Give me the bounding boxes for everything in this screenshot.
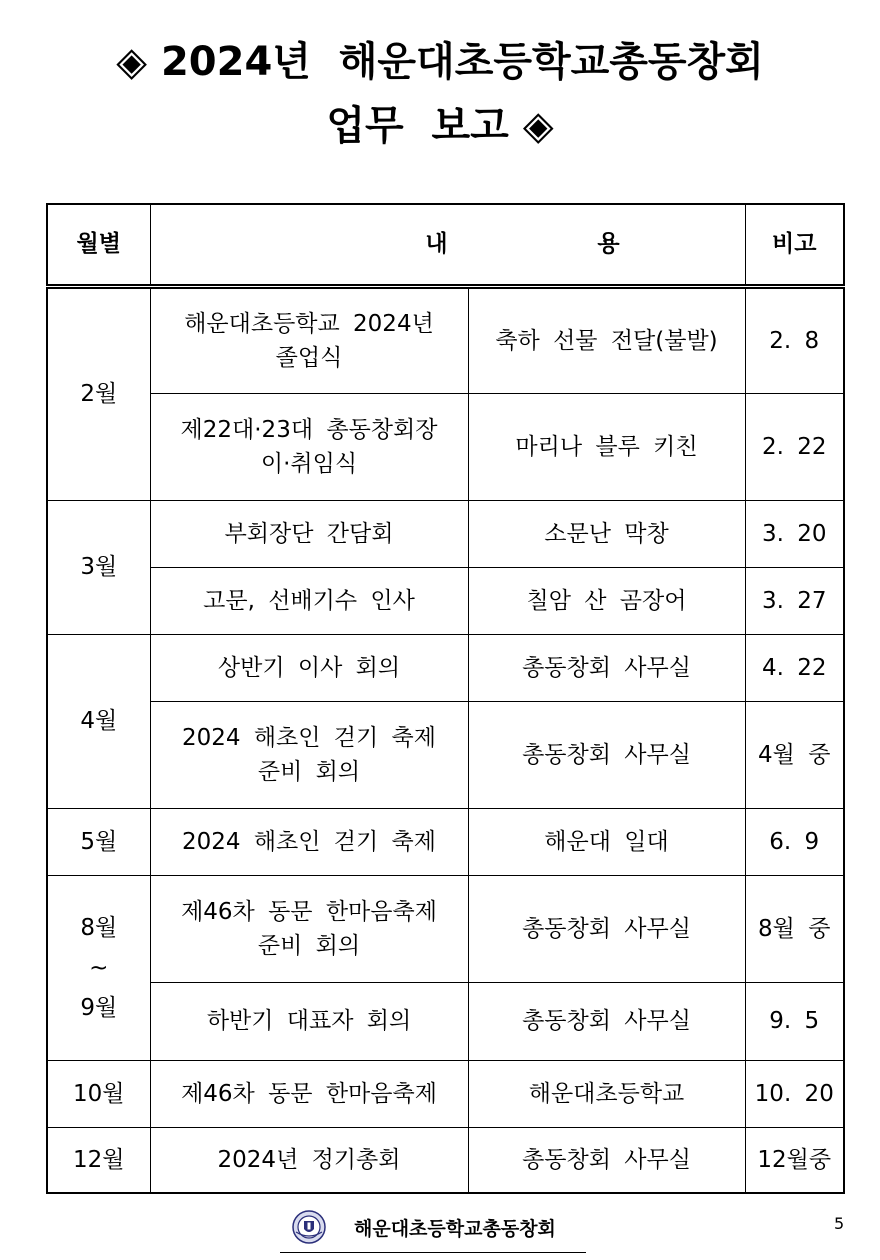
event-cell: 부회장단 간담회	[150, 500, 468, 567]
note-cell: 8월 중	[745, 875, 844, 982]
note-cell: 2. 22	[745, 393, 844, 500]
table-row	[47, 701, 844, 808]
note-cell: 2. 8	[745, 286, 844, 393]
detail-cell: 총동창회 사무실	[468, 875, 745, 982]
header-content-left: 내	[425, 231, 448, 258]
month-cell: 5월	[47, 808, 150, 875]
table-row	[47, 982, 844, 1060]
diamond-bullet-icon: ◈	[116, 39, 147, 85]
detail-cell: 총동창회 사무실	[468, 1127, 745, 1193]
month-cell	[47, 875, 150, 1060]
detail-cell: 총동창회 사무실	[468, 634, 745, 701]
page-footer	[280, 1210, 586, 1253]
event-cell: 고문, 선배기수 인사	[150, 567, 468, 634]
page-number: 5	[834, 1214, 845, 1233]
header-content-right: 용	[597, 231, 620, 258]
header-content	[150, 204, 745, 286]
table-row	[47, 286, 844, 393]
event-cell: 제22대·23대 총동창회장 이·취임식	[150, 393, 468, 500]
note-cell: 3. 27	[745, 567, 844, 634]
month-range-tilde: ~	[89, 954, 109, 981]
table-row	[47, 808, 844, 875]
event-cell: 하반기 대표자 회의	[150, 982, 468, 1060]
table-row	[47, 875, 844, 982]
note-cell: 3. 20	[745, 500, 844, 567]
month-cell: 4월	[47, 634, 150, 808]
event-cell: 2024 해초인 걷기 축제	[150, 808, 468, 875]
page-title-text: 2024년 해운대초등학교총동창회	[160, 39, 764, 85]
detail-cell: 칠암 산 곰장어	[468, 567, 745, 634]
table-row	[47, 1060, 844, 1127]
report-table	[46, 203, 845, 1194]
month-cell: 3월	[47, 500, 150, 634]
event-cell: 2024 해초인 걷기 축제 준비 회의	[150, 701, 468, 808]
page-title-line1	[0, 38, 880, 86]
month-end: 9월	[80, 994, 118, 1021]
detail-cell: 총동창회 사무실	[468, 982, 745, 1060]
event-cell: 상반기 이사 회의	[150, 634, 468, 701]
note-cell: 4. 22	[745, 634, 844, 701]
table-row	[47, 500, 844, 567]
detail-cell: 마리나 블루 키친	[468, 393, 745, 500]
note-cell: 10. 20	[745, 1060, 844, 1127]
footer-org-name: 해운대초등학교총동창회	[354, 1218, 556, 1240]
month-cell: 12월	[47, 1127, 150, 1193]
event-cell: 제46차 동문 한마음축제	[150, 1060, 468, 1127]
detail-cell: 해운대 일대	[468, 808, 745, 875]
note-cell: 9. 5	[745, 982, 844, 1060]
table-header-row	[47, 204, 844, 286]
detail-cell: 축하 선물 전달(불발)	[468, 286, 745, 393]
month-cell: 2월	[47, 286, 150, 500]
page-subtitle-text: 업무 보고	[326, 103, 509, 149]
detail-cell: 해운대초등학교	[468, 1060, 745, 1127]
note-cell: 4월 중	[745, 701, 844, 808]
detail-cell: 소문난 막창	[468, 500, 745, 567]
note-cell: 12월중	[745, 1127, 844, 1193]
page-title-line2	[0, 102, 880, 150]
school-emblem-icon	[292, 1210, 326, 1244]
table-row	[47, 393, 844, 500]
event-cell: 제46차 동문 한마음축제 준비 회의	[150, 875, 468, 982]
header-note: 비고	[745, 204, 844, 286]
table-row	[47, 634, 844, 701]
note-cell: 6. 9	[745, 808, 844, 875]
table-row	[47, 1127, 844, 1193]
table-row	[47, 567, 844, 634]
month-cell: 10월	[47, 1060, 150, 1127]
month-start: 8월	[80, 914, 118, 941]
detail-cell: 총동창회 사무실	[468, 701, 745, 808]
diamond-bullet-icon: ◈	[522, 103, 554, 149]
event-cell: 2024년 정기총회	[150, 1127, 468, 1193]
header-month: 월별	[47, 204, 150, 286]
event-cell: 해운대초등학교 2024년 졸업식	[150, 286, 468, 393]
